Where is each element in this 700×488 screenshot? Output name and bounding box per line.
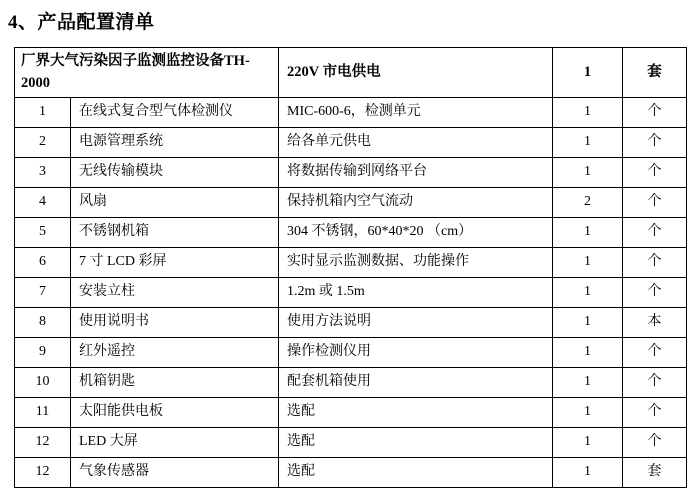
row-description: 实时显示监测数据、功能操作 (279, 247, 553, 277)
row-item-name: 机箱钥匙 (71, 367, 279, 397)
table-header-row (15, 48, 687, 98)
row-unit: 个 (623, 127, 687, 157)
row-index: 9 (15, 337, 71, 367)
row-unit: 个 (623, 217, 687, 247)
row-unit: 个 (623, 277, 687, 307)
header-quantity: 1 (553, 48, 623, 98)
row-index: 1 (15, 97, 71, 127)
row-unit: 个 (623, 247, 687, 277)
row-unit: 个 (623, 427, 687, 457)
row-unit: 个 (623, 97, 687, 127)
row-description: MIC-600-6，检测单元 (279, 97, 553, 127)
row-item-name: 不锈钢机箱 (71, 217, 279, 247)
row-index: 11 (15, 397, 71, 427)
row-item-name: 7 寸 LCD 彩屏 (71, 247, 279, 277)
table-row (15, 307, 687, 337)
table-row (15, 157, 687, 187)
row-item-name: 在线式复合型气体检测仪 (71, 97, 279, 127)
row-unit: 个 (623, 157, 687, 187)
row-description: 304 不锈钢，60*40*20 （cm） (279, 217, 553, 247)
row-item-name: 电源管理系统 (71, 127, 279, 157)
row-description: 将数据传输到网络平台 (279, 157, 553, 187)
row-unit: 本 (623, 307, 687, 337)
row-quantity: 1 (553, 457, 623, 487)
row-item-name: 风扇 (71, 187, 279, 217)
row-index: 8 (15, 307, 71, 337)
row-description: 给各单元供电 (279, 127, 553, 157)
row-unit: 个 (623, 367, 687, 397)
row-index: 10 (15, 367, 71, 397)
row-index: 7 (15, 277, 71, 307)
row-description: 选配 (279, 427, 553, 457)
row-quantity: 1 (553, 397, 623, 427)
row-description: 操作检测仪用 (279, 337, 553, 367)
row-item-name: 安装立柱 (71, 277, 279, 307)
row-item-name: LED 大屏 (71, 427, 279, 457)
table-row (15, 247, 687, 277)
row-quantity: 1 (553, 277, 623, 307)
row-description: 保持机箱内空气流动 (279, 187, 553, 217)
header-unit: 套 (623, 48, 687, 98)
table-row (15, 217, 687, 247)
table-row (15, 427, 687, 457)
row-quantity: 1 (553, 97, 623, 127)
row-item-name: 使用说明书 (71, 307, 279, 337)
row-item-name: 太阳能供电板 (71, 397, 279, 427)
header-power-supply: 220V 市电供电 (279, 48, 553, 98)
row-unit: 个 (623, 337, 687, 367)
row-quantity: 1 (553, 367, 623, 397)
row-index: 12 (15, 427, 71, 457)
page-title: 4、产品配置清单 (8, 12, 155, 33)
table-row (15, 337, 687, 367)
header-product-name: 厂界大气污染因子监测监控设备TH-2000 (15, 48, 279, 98)
row-quantity: 1 (553, 127, 623, 157)
table-row (15, 457, 687, 487)
row-item-name: 气象传感器 (71, 457, 279, 487)
row-index: 5 (15, 217, 71, 247)
row-description: 选配 (279, 397, 553, 427)
row-quantity: 1 (553, 217, 623, 247)
row-description: 1.2m 或 1.5m (279, 277, 553, 307)
row-quantity: 1 (553, 307, 623, 337)
row-quantity: 1 (553, 427, 623, 457)
table-row (15, 127, 687, 157)
document-page (0, 7, 700, 479)
row-description: 配套机箱使用 (279, 367, 553, 397)
product-configuration-table (14, 47, 687, 488)
row-item-name: 无线传输模块 (71, 157, 279, 187)
row-index: 3 (15, 157, 71, 187)
row-description: 使用方法说明 (279, 307, 553, 337)
row-unit: 个 (623, 397, 687, 427)
row-quantity: 1 (553, 247, 623, 277)
table-row (15, 187, 687, 217)
table-row (15, 367, 687, 397)
row-item-name: 红外遥控 (71, 337, 279, 367)
row-index: 2 (15, 127, 71, 157)
row-quantity: 1 (553, 157, 623, 187)
row-index: 4 (15, 187, 71, 217)
table-body (15, 48, 687, 488)
row-unit: 套 (623, 457, 687, 487)
row-description: 选配 (279, 457, 553, 487)
row-quantity: 1 (553, 337, 623, 367)
row-index: 12 (15, 457, 71, 487)
row-index: 6 (15, 247, 71, 277)
table-row (15, 277, 687, 307)
table-row (15, 97, 687, 127)
row-unit: 个 (623, 187, 687, 217)
table-row (15, 397, 687, 427)
row-quantity: 2 (553, 187, 623, 217)
